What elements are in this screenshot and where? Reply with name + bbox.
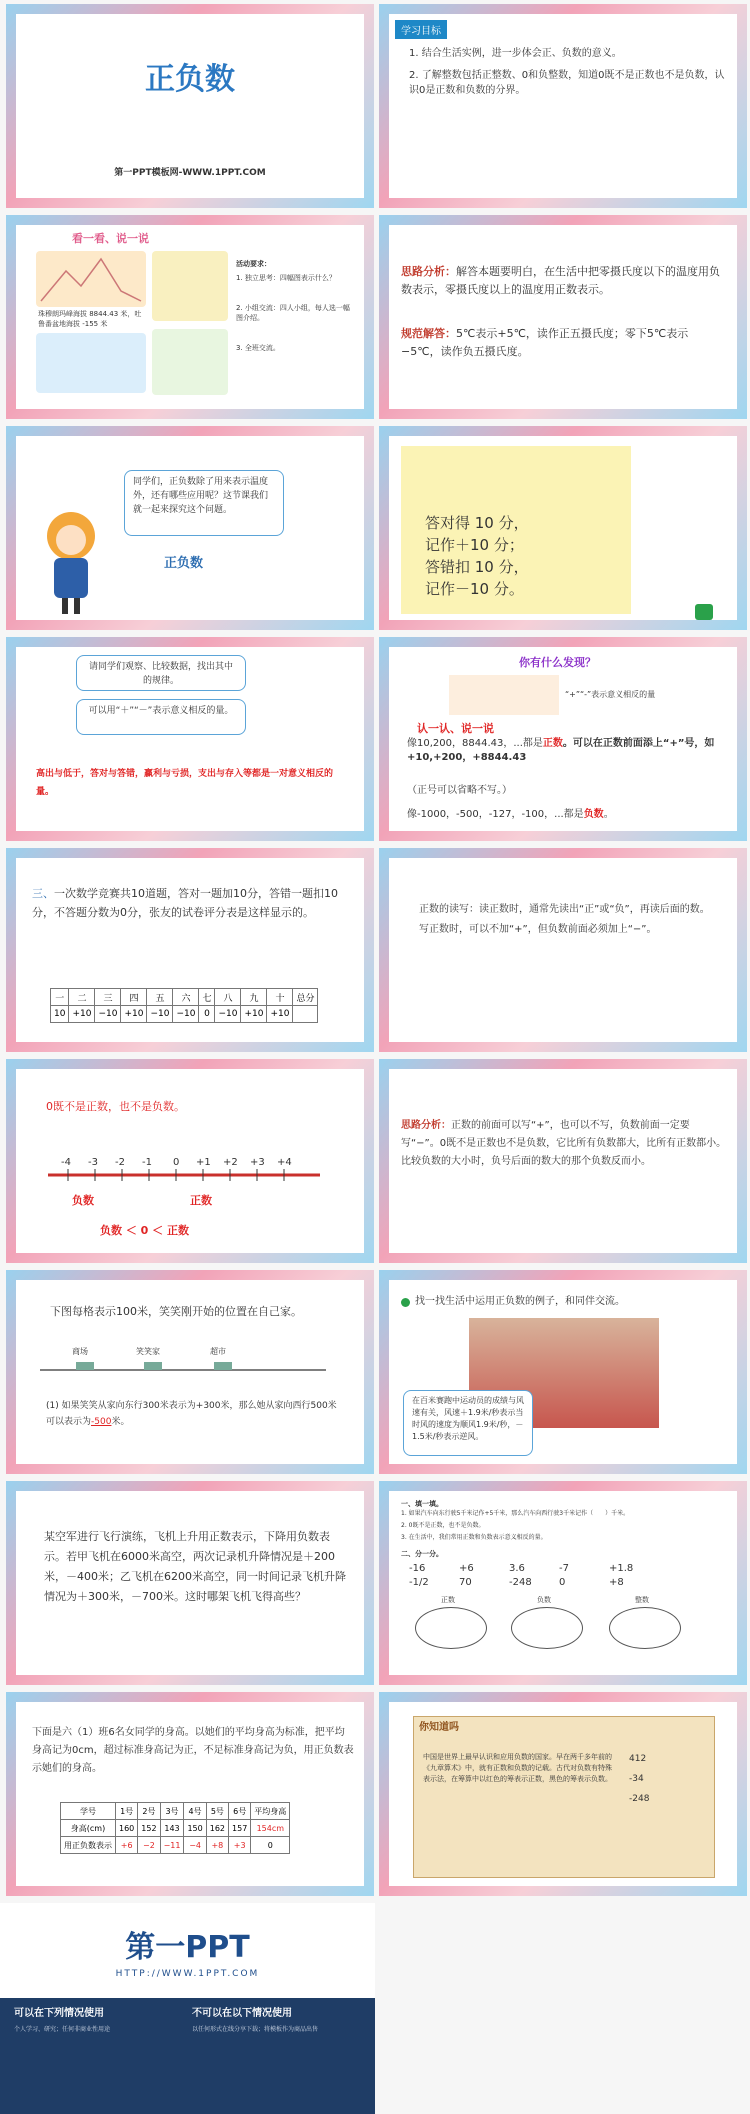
discover-heading: 你有什么发现？ [519,656,596,669]
positive-rule: 。可以在正数前面添上“+”号，如+10,+200，+8844.43 [407,738,715,763]
score-head: 一 [51,989,69,1006]
score-cell: 10 [51,1006,69,1023]
mountain-icon [36,251,146,307]
activity-3: 3. 全班交流。 [236,344,280,352]
allowed-text: 个人学习、研究；任何非商业性用途 [14,2026,111,2033]
negative-label: 负数 [72,1194,94,1207]
height-head: 1号 [116,1803,138,1820]
goals-tag: 学习目标 [395,20,447,39]
score-cell: −10 [147,1006,173,1023]
goal-2: 2. 了解整数包括正整数、0和负整数，知道0既不是正数也不是负数，认识0是正数和负数的分界。 [409,70,725,96]
teacher-icon [36,506,106,616]
footer-logo: 第一PPT [125,1930,250,1965]
score-head: 六 [173,989,199,1006]
contest-text: 一次数学竞赛共10道题，答对一题加10分，答错一题扣10分，不答题分数为0分，张友的试卷评分表是这样显示的。 [32,887,338,919]
history-heading: 你知道吗 [419,1722,459,1733]
slide-title[interactable] [6,4,374,208]
negative-oval[interactable] [511,1607,583,1649]
answer-text: 5℃表示+5℃，读作正五摄氏度；零下5℃表示−5℃，读作负五摄氏度。 [401,327,689,358]
tick-label: +4 [277,1157,292,1168]
teacher-bubble: 同学们，正负数除了用来表示温度外，还有哪些应用呢？这节课我们就一起来探究这个问题。 [124,470,284,536]
signed-cell: −2 [138,1837,160,1854]
walk-question: (1) 如果笑笑从家向东行300米表示为+300米，那么她从家向西行500米可以表示为 [46,1401,337,1427]
footer-terms [0,1998,375,2114]
fill-1: 1. 如果汽车向东行驶5千米记作+5千米，那么汽车向西行驶3千米记作（ ）千米。 [401,1510,630,1517]
slide-observe[interactable] [6,637,374,841]
negative-end: 。 [603,809,614,820]
discover-note: “+”“-”表示意义相反的量 [565,690,656,699]
sort-number: 0 [559,1577,566,1588]
forbidden-heading: 不可以在以下情况使用 [192,2008,292,2019]
slide-contest[interactable] [6,848,374,1052]
mall-label: 商场 [72,1347,88,1356]
fill-3: 3. 在生活中，我们常用正数和负数表示意义相反的量。 [401,1534,547,1541]
signed-cell: +6 [116,1837,138,1854]
score-cell: −10 [215,1006,241,1023]
sort-heading: 二、分一分。 [401,1550,443,1558]
score-head: 五 [147,989,173,1006]
height-head: 3号 [160,1803,184,1820]
slide-exercise[interactable] [379,1481,747,1685]
answer-label: 规范解答： [401,327,456,340]
height-head: 4号 [184,1803,206,1820]
score-cell: +10 [267,1006,293,1023]
order-rule: 负数 ＜ 0 ＜ 正数 [100,1224,189,1237]
signed-cell: −11 [160,1837,184,1854]
activity-1: 1. 独立思考：四幅图表示什么？ [236,274,336,282]
score-cell: 0 [199,1006,215,1023]
sort-number: 70 [459,1577,472,1588]
positive-label: 正数 [190,1194,212,1207]
tick-label: -1 [142,1157,152,1168]
score-table [50,988,318,1023]
walk-line [36,1358,336,1382]
signed-cell: +8 [206,1837,228,1854]
slide-discover[interactable] [379,637,747,841]
height-text: 下面是六（1）班6名女同学的身高。以她们的平均身高为标准，把平均身高记为0cm，超过标准身高记为正，不足标准身高记为负，用正负数表示她们的身高。 [32,1727,354,1774]
slide-intro[interactable] [6,426,374,630]
integer-oval[interactable] [609,1607,681,1649]
walk-answer: -500 [91,1417,112,1427]
site-subtitle: 第一PPT模板网-WWW.1PPT.COM [114,168,266,178]
look-say-heading: 看一看、说一说 [72,232,149,245]
positive-oval[interactable] [415,1607,487,1649]
slide-read-write[interactable] [379,848,747,1052]
activity-title: 活动要求： [236,260,271,268]
recognize-heading: 认一认、说一说 [417,722,494,735]
slide-history[interactable] [379,1692,747,1896]
height-cell: 150 [184,1820,206,1837]
life-prompt: 找一找生活中运用正负数的例子，和同伴交流。 [415,1296,625,1307]
negative-word: 负数 [583,809,604,820]
fill-heading: 一、填一填。 [401,1500,443,1508]
scroll-card [413,1716,715,1878]
aircraft-text: 某空军进行飞行演练，飞机上升用正数表示，下降用负数表示。若甲飞机在6000米高空，两次记录机升降情况是＋200米，－400米；乙飞机在6200米高空，同一时间记录飞机升降情况为＋300米，－700米。这时哪架飞机飞得高些？ [44,1530,346,1603]
height-cell: 162 [206,1820,228,1837]
height-head: 6号 [229,1803,251,1820]
sign-bubble: 可以用“＋”“－”表示意义相反的量。 [76,699,246,735]
opposite-note: 高出与低于，答对与答错，赢利与亏损，支出与存入等都是一对意义相反的量。 [36,769,334,797]
plus-omit-note: （正号可以省略不写。） [407,785,512,796]
walk-unit: 米。 [111,1417,130,1427]
slide-analysis-1[interactable] [379,215,747,419]
height-cell: 154cm [251,1820,290,1837]
height-cell: 157 [229,1820,251,1837]
observe-bubble: 请同学们观察、比较数据，找出其中的规律。 [76,655,246,691]
sort-number: -1/2 [409,1577,429,1588]
signed-cell: 用正负数表示 [61,1837,116,1854]
negative-examples: 像-1000，-500，-127，-100，...都是 [407,809,584,820]
positive-set-label: 正数 [441,1596,455,1604]
sort-number: 3.6 [509,1563,525,1574]
data-cards [449,675,559,715]
sort-number: +1.8 [609,1563,634,1574]
zero-statement: 0既不是正数，也不是负数。 [46,1100,185,1113]
footer-banner [0,1903,375,2114]
analysis-label: 思路分析： [401,265,456,278]
score-head: 总分 [293,989,318,1006]
bank-card [152,329,228,395]
signed-cell: +3 [229,1837,251,1854]
score-cell: +10 [121,1006,147,1023]
analysis-text: 解答本题要明白，在生活中把零摄氏度以下的温度用负数表示，零摄氏度以上的温度用正数表示。 [401,265,720,296]
history-text: 中国是世界上最早认识和应用负数的国家。早在两千多年前的《九章算术》中，就有正数和负数的记载。古代对负数有特殊表示法，在筹算中以红色的筹表示正数，黑色的筹表示负数。 [423,1753,612,1783]
height-cell: 143 [160,1820,184,1837]
problem-number: 三、 [32,887,54,900]
slide-look-say[interactable] [6,215,374,419]
home-label: 笑笑家 [136,1347,160,1356]
positive-examples: 像10,200，8844.43，...都是 [407,738,543,749]
slide-height[interactable] [6,1692,374,1896]
slide-goals[interactable] [379,4,747,208]
score-head: 九 [241,989,267,1006]
next-icon[interactable] [695,604,713,620]
score-line-3: 答错扣 10 分， [425,558,529,576]
score-head: 七 [199,989,215,1006]
walk-intro: 下图每格表示100米，笑笑刚开始的位置在自己家。 [50,1305,302,1318]
score-cell: +10 [69,1006,95,1023]
positive-word: 正数 [542,738,563,749]
slide-quiz-score[interactable] [379,426,747,630]
sort-number: -248 [509,1577,532,1588]
height-cell: 身高(cm) [61,1820,116,1837]
rod-number: -34 [629,1774,644,1784]
mountain-caption: 珠穆朗玛峰海拔 8844.43 米，吐鲁番盆地海拔 -155 米 [38,310,142,328]
bullet-icon [401,1298,410,1307]
tick-label: -2 [115,1157,125,1168]
score-head: 八 [215,989,241,1006]
score-line-4: 记作－10 分。 [425,580,524,598]
score-value-row [51,1006,318,1023]
fill-2: 2. 0既不是正数，也不是负数。 [401,1522,485,1529]
activity-2: 2. 小组交流：四人小组，每人选一幅图介绍。 [236,304,350,322]
topic-label: 正负数 [164,556,204,571]
height-head: 2号 [138,1803,160,1820]
read-write-text: 正数的读写：读正数时，通常先读出“正”或“负”，再读后面的数。写正数时，可以不加“+”，但负数前面必须加上“−”。 [419,904,710,935]
slide-life-examples[interactable] [379,1270,747,1474]
score-head: 三 [95,989,121,1006]
integer-set-label: 整数 [635,1596,649,1604]
tick-label: +2 [223,1157,238,1168]
analysis-label: 思路分析： [401,1120,451,1131]
tick-label: +1 [196,1157,211,1168]
sort-number: -16 [409,1563,426,1574]
analysis-text: 正数的前面可以写“+”，也可以不写，负数前面一定要写“−”。0既不是正数也不是负数，它比所有负数都大，比所有正数都小。比较负数的大小时，负号后面的数大的那个负数反而小。 [401,1120,727,1167]
tick-label: +3 [250,1157,265,1168]
score-cell [293,1006,318,1023]
lesson-title: 正负数 [145,62,235,97]
tick-label: -4 [61,1157,71,1168]
allowed-heading: 可以在下列情况使用 [14,2008,104,2019]
height-head: 平均身高 [251,1803,290,1820]
table-card [36,333,146,393]
height-table [60,1802,290,1854]
score-line-2: 记作＋10 分； [425,536,524,554]
sort-number: -7 [559,1563,569,1574]
wind-caption: 在百米赛跑中运动员的成绩与风速有关，风速＋1.9米/秒表示当时风的速度为顺风1.9米/秒，－1.5米/秒表示逆风。 [403,1390,533,1456]
goal-1: 1. 结合生活实例，进一步体会正、负数的意义。 [409,48,622,59]
height-header-row [61,1803,290,1820]
slide-zero[interactable] [6,1059,374,1263]
footer-url[interactable]: HTTP://WWW.1PPT.COM [115,1969,260,1979]
height-cell: 152 [138,1820,160,1837]
score-cell: +10 [241,1006,267,1023]
negative-set-label: 负数 [537,1596,551,1604]
score-cell: −10 [173,1006,199,1023]
sort-number: +8 [609,1577,624,1588]
signed-cell: −4 [184,1837,206,1854]
sort-number: +6 [459,1563,474,1574]
score-header-row [51,989,318,1006]
rod-number: -248 [629,1794,650,1804]
height-head: 5号 [206,1803,228,1820]
score-head: 二 [69,989,95,1006]
thermometer-card [152,251,228,321]
rod-number: 412 [629,1754,647,1764]
signed-row [61,1837,290,1854]
height-row [61,1820,290,1837]
score-cell: −10 [95,1006,121,1023]
score-head: 十 [267,989,293,1006]
score-head: 四 [121,989,147,1006]
market-label: 超市 [210,1347,226,1356]
slide-walk[interactable] [6,1270,374,1474]
height-cell: 160 [116,1820,138,1837]
height-head: 学号 [61,1803,116,1820]
score-line-1: 答对得 10 分， [425,514,529,532]
tick-label: 0 [173,1157,180,1168]
slide-aircraft[interactable] [6,1481,374,1685]
slide-analysis-2[interactable] [379,1059,747,1263]
signed-cell: 0 [251,1837,290,1854]
forbidden-text: 以任何形式在线分享下载；将模板作为商品出售 [192,2026,319,2033]
mountain-card [36,251,146,307]
tick-label: -3 [88,1157,98,1168]
